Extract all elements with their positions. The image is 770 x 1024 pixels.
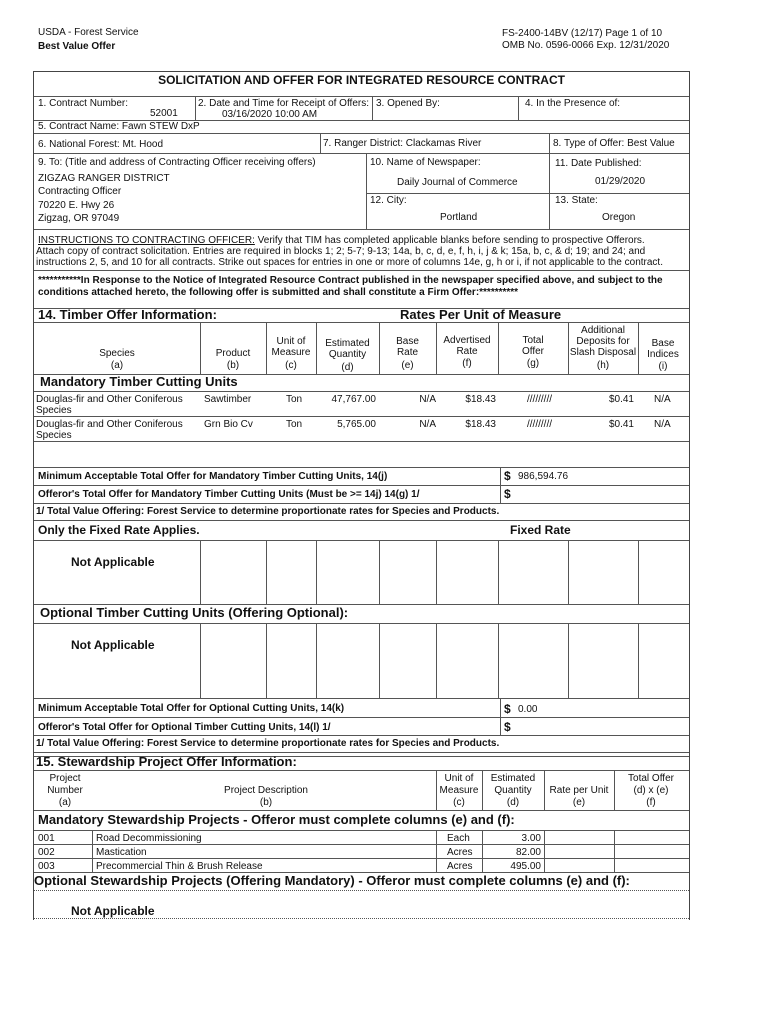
receipt-label: 2. Date and Time for Receipt of Offers:: [198, 98, 370, 109]
project-unit: Acres: [447, 861, 473, 872]
city: Portland: [440, 212, 478, 223]
min-total-value: 986,594.76: [518, 471, 569, 482]
not-applicable: Not Applicable: [71, 638, 155, 652]
opt-min-label: Minimum Acceptable Total Offer for Optional Cutting Units, 14(k): [38, 703, 345, 714]
footnote: 1/ Total Value Offering: Forest Service to determine proportionate rates for Species and Products.: [36, 506, 500, 517]
col-project-number-2: Number: [47, 785, 83, 796]
advertised-rate: $18.43: [465, 419, 496, 430]
col-quantity: Estimated Quantity: [325, 338, 370, 360]
instructions-line-3: instructions 2, 5, and 10 for all contracts. Strike out spaces for entries in one or more of columns 14e, g, h or i, if not applicable to the contract.: [36, 257, 663, 268]
base-indices: N/A: [654, 394, 671, 405]
ranger-district: 7. Ranger District: Clackamas River: [323, 138, 482, 149]
project-description: Precommercial Thin & Brush Release: [96, 861, 263, 872]
total-offer: /////////: [527, 419, 553, 430]
project-unit: Each: [447, 833, 470, 844]
dollar-sign: $: [504, 487, 511, 501]
fixed-rate-label: Only the Fixed Rate Applies.: [38, 523, 200, 537]
col-project-number-code: (a): [58, 797, 72, 808]
unit: Ton: [285, 394, 303, 405]
advertised-rate: $18.43: [465, 394, 496, 405]
instructions-line-2: Attach copy of contract solicitation. Entries are required in blocks 1; 2; 5-7; 9-13; 14a, b, c, d, e, f, h, i, j & k; 15a, b, c, & d; 19; and 24; and: [36, 246, 646, 257]
to-label: 9. To: (Title and address of Contracting Officer receiving offers): [38, 157, 316, 168]
project-description: Mastication: [96, 847, 147, 858]
opened-by-label: 3. Opened By:: [376, 98, 440, 109]
agency-name: USDA - Forest Service: [38, 27, 139, 38]
col-advertised-rate-code: (f): [462, 358, 472, 369]
date-published-label: 11. Date Published:: [555, 158, 642, 169]
base-indices: N/A: [654, 419, 671, 430]
col-slash-deposits-code: (h): [596, 360, 610, 371]
col-stew-quantity-code: (d): [506, 797, 520, 808]
optional-stewardship-heading: Optional Stewardship Projects (Offering Mandatory) - Offeror must complete columns (e) and (f):: [34, 873, 630, 888]
col-stew-unit-2: Measure: [439, 785, 479, 796]
col-species-code: (a): [110, 360, 124, 371]
date-published: 01/29/2020: [595, 176, 646, 187]
product: Sawtimber: [204, 394, 252, 405]
base-rate: N/A: [419, 419, 436, 430]
newspaper-label: 10. Name of Newspaper:: [370, 157, 481, 168]
mandatory-stewardship-heading: Mandatory Stewardship Projects - Offeror must complete columns (e) and (f):: [38, 812, 515, 827]
not-applicable: Not Applicable: [71, 555, 155, 569]
contract-number-label: 1. Contract Number:: [38, 98, 129, 109]
contract-name: 5. Contract Name: Fawn STEW DxP: [38, 121, 200, 132]
col-base-rate-code: (e): [401, 360, 414, 371]
opt-offeror-label: Offeror's Total Offer for Optional Timber Cutting Units, 14(l) 1/: [38, 722, 331, 733]
receipt-value: 03/16/2020 10:00 AM: [222, 109, 318, 120]
fixed-rate-col: Fixed Rate: [510, 523, 571, 537]
form-number: FS-2400-14BV (12/17) Page 1 of 10: [502, 28, 663, 39]
address-line-1: ZIGZAG RANGER DISTRICT: [38, 173, 170, 184]
col-base-indices-code: (i): [658, 361, 668, 372]
quantity: 5,765.00: [337, 419, 376, 430]
project-unit: Acres: [447, 847, 473, 858]
unit: Ton: [285, 419, 303, 430]
col-stew-total-code: (f): [646, 797, 656, 808]
stewardship-heading: 15. Stewardship Project Offer Information:: [36, 754, 297, 769]
slash-deposit: $0.41: [608, 394, 634, 405]
address-line-4: Zigzag, OR 97049: [38, 213, 120, 224]
col-rate-per-unit: Rate per Unit: [549, 785, 609, 796]
response-line-2: conditions attached hereto, the following offer is submitted and shall constitute a Firm Offer:**********: [38, 287, 519, 298]
opt-min-value: 0.00: [518, 704, 538, 715]
dollar-sign: $: [504, 720, 511, 734]
footnote: 1/ Total Value Offering: Forest Service to determine proportionate rates for Species and Products.: [36, 738, 500, 749]
not-applicable: Not Applicable: [71, 904, 155, 918]
project-quantity: 495.00: [510, 861, 541, 872]
mandatory-timber-heading: Mandatory Timber Cutting Units: [40, 374, 238, 389]
project-quantity: 3.00: [521, 833, 541, 844]
project-quantity: 82.00: [515, 847, 541, 858]
type-of-offer: 8. Type of Offer: Best Value: [553, 138, 675, 149]
total-offer: /////////: [527, 394, 553, 405]
offeror-total-label: Offeror's Total Offer for Mandatory Timber Cutting Units (Must be >= 14j) 14(g) 1/: [38, 489, 420, 500]
col-unit-code: (c): [285, 360, 297, 371]
instructions-line-1: INSTRUCTIONS TO CONTRACTING OFFICER: Verify that TIM has completed applicable blanks before sending to prospective Offerors.: [38, 235, 645, 246]
project-number: 002: [38, 847, 55, 858]
address-line-2: Contracting Officer: [38, 186, 122, 197]
optional-timber-heading: Optional Timber Cutting Units (Offering Optional):: [40, 605, 349, 620]
offeror-total-input[interactable]: [516, 488, 688, 502]
col-stew-quantity-2: Quantity: [494, 785, 532, 796]
species: Douglas-fir and Other Coniferous: [36, 419, 183, 430]
col-project-description: Project Description: [224, 785, 308, 796]
species: Douglas-fir and Other Coniferous: [36, 394, 183, 405]
timber-offer-heading: 14. Timber Offer Information:: [38, 307, 217, 322]
contract-number: 52001: [150, 108, 178, 119]
col-stew-total: Total Offer: [628, 773, 674, 784]
omb-number: OMB No. 0596-0066 Exp. 12/31/2020: [502, 40, 670, 51]
rates-per-unit-heading: Rates Per Unit of Measure: [400, 307, 562, 322]
slash-deposit: $0.41: [608, 419, 634, 430]
col-species: Species: [99, 348, 135, 359]
state-label: 13. State:: [555, 195, 598, 206]
base-rate: N/A: [419, 394, 436, 405]
response-line-1: ***********In Response to the Notice of Integrated Resource Contract published in the newspaper specified above, and subject to the: [38, 275, 663, 286]
presence-label: 4. In the Presence of:: [525, 98, 621, 109]
col-project-description-code: (b): [259, 797, 273, 808]
species-cont: Species: [36, 430, 72, 441]
quantity: 47,767.00: [331, 394, 376, 405]
col-product-code: (b): [226, 360, 240, 371]
address-line-3: 70220 E. Hwy 26: [38, 200, 115, 211]
col-quantity-code: (d): [341, 362, 354, 373]
opt-offeror-total-input[interactable]: [516, 721, 688, 735]
newspaper-name: Daily Journal of Commerce: [397, 177, 518, 188]
form-title: SOLICITATION AND OFFER FOR INTEGRATED RESOURCE CONTRACT: [158, 73, 565, 87]
col-rate-per-unit-code: (e): [572, 797, 586, 808]
dollar-sign: $: [504, 702, 511, 716]
col-unit: Unit of Measure: [271, 336, 311, 358]
dollar-sign: $: [504, 469, 511, 483]
col-product: Product: [215, 348, 251, 359]
col-base-rate: Base Rate: [396, 336, 419, 358]
product: Grn Bio Cv: [204, 419, 253, 430]
col-slash-deposits: Additional Deposits for Slash Disposal: [569, 325, 637, 358]
project-number: 003: [38, 861, 55, 872]
col-stew-unit-code: (c): [453, 797, 465, 808]
col-total-offer: Total Offer: [521, 335, 545, 357]
col-base-indices: Base Indices: [647, 338, 679, 360]
project-number: 001: [38, 833, 55, 844]
col-project-number: Project: [49, 773, 81, 784]
col-advertised-rate: Advertised Rate: [443, 335, 491, 357]
col-total-offer-code: (g): [526, 358, 540, 369]
national-forest: 6. National Forest: Mt. Hood: [38, 139, 164, 150]
col-stew-unit: Unit of: [444, 773, 474, 784]
project-description: Road Decommissioning: [96, 833, 202, 844]
col-stew-total-2: (d) x (e): [633, 785, 669, 796]
city-label: 12. City:: [370, 195, 407, 206]
col-stew-quantity: Estimated: [490, 773, 536, 784]
min-total-label: Minimum Acceptable Total Offer for Mandatory Timber Cutting Units, 14(j): [38, 471, 388, 482]
state: Oregon: [602, 212, 636, 223]
species-cont: Species: [36, 405, 72, 416]
form-type: Best Value Offer: [38, 41, 116, 52]
